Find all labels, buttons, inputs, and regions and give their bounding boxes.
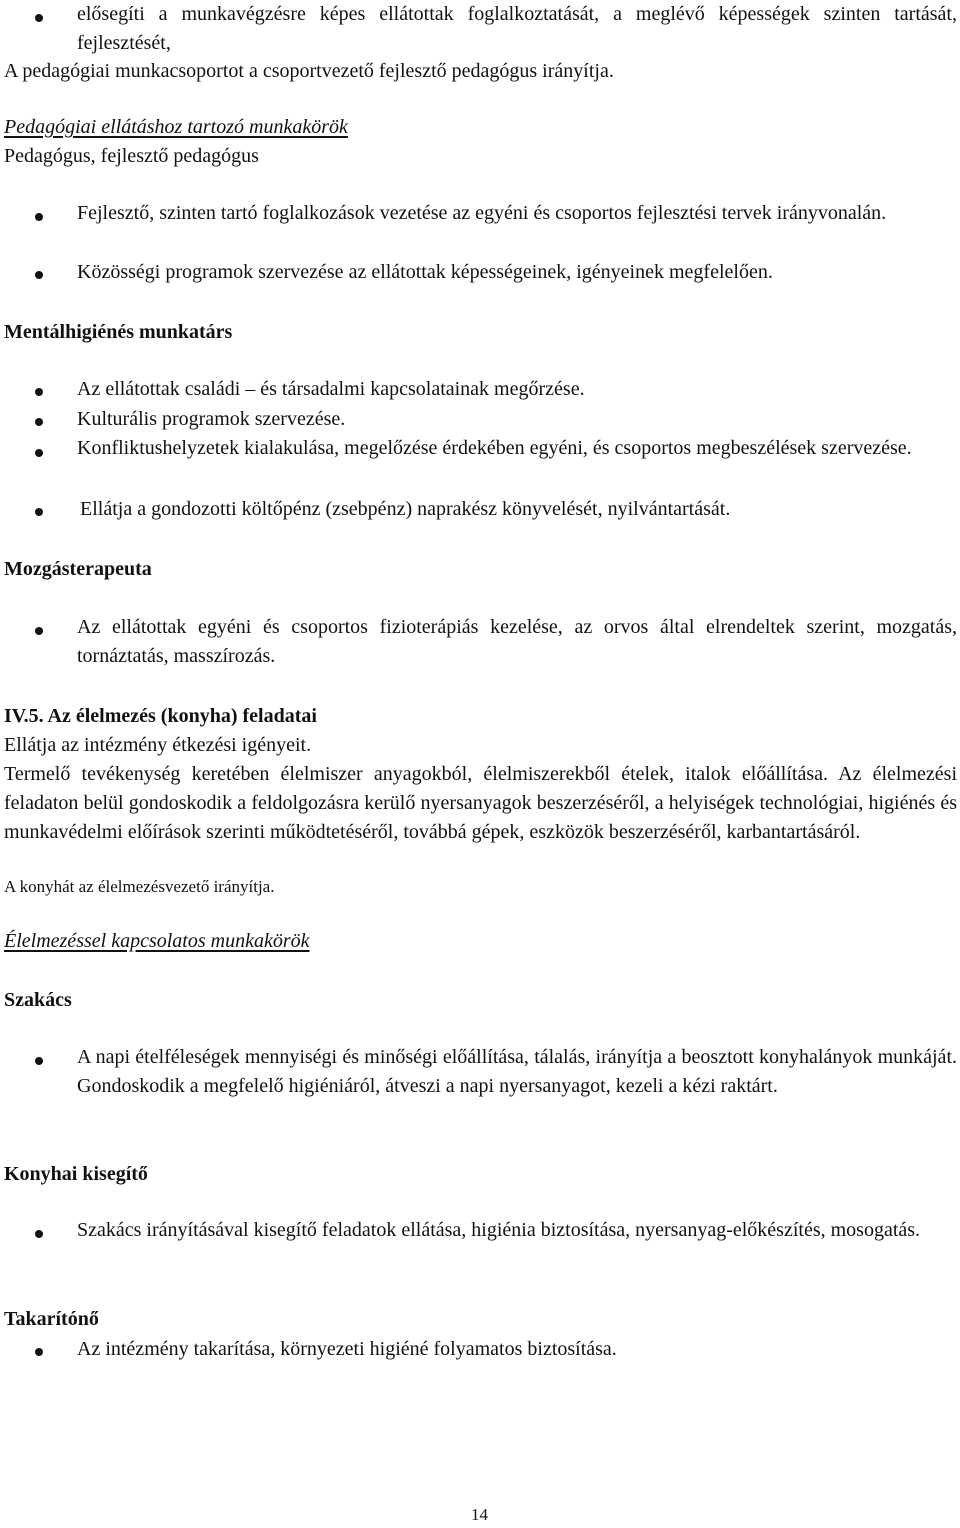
bullet-icon [35, 508, 43, 516]
iv5-small-line: A konyhát az élelmezésvezető irányítja. [4, 877, 275, 896]
section-heading-iv5: IV.5. Az élelmezés (konyha) feladatai [4, 705, 317, 727]
section-title-pedagogical: Pedagógiai ellátáshoz tartozó munkakörök [4, 116, 348, 138]
bullet-icon [35, 1348, 43, 1356]
section-title-elelmezes: Élelmezéssel kapcsolatos munkakörök [4, 930, 310, 952]
bullet-icon [35, 449, 43, 457]
bullet-icon [35, 1230, 43, 1238]
role-title-takarito: Takarítónő [4, 1308, 99, 1330]
list-item: Kulturális programok szervezése. [77, 408, 346, 430]
list-item: Szakács irányításával kisegítő feladatok ellátása, higiénia biztosítása, nyersanyag-előkészítés, mosogatás. [77, 1219, 921, 1241]
list-item: A napi ételféleségek mennyiségi és minőségi előállítása, tálalás, irányítja a beosztott konyhalányok munkáját. Gondoskodik a megfelelő higiéniáról, átveszi a napi nyersanyagot, kezeli a kézi raktárt. [77, 1046, 957, 1097]
list-item: Az ellátottak családi – és társadalmi kapcsolatainak megőrzése. [77, 378, 585, 400]
list-item: Fejlesztő, szinten tartó foglalkozások vezetése az egyéni és csoportos fejlesztési tervek irányvonalán. [77, 202, 887, 224]
bullet-icon [35, 388, 43, 396]
list-item: Ellátja a gondozotti költőpénz (zsebpénz) naprakész könyvelését, nyilvántartását. [80, 498, 731, 520]
bullet-icon [35, 627, 43, 635]
role-title-kisegito: Konyhai kisegítő [4, 1163, 148, 1185]
iv5-line: Ellátja az intézmény étkezési igényeit. [4, 734, 312, 756]
bullet-icon [35, 14, 43, 22]
bullet-icon [35, 418, 43, 426]
role-title-szakacs: Szakács [4, 989, 72, 1011]
list-item: Közösségi programok szervezése az ellátottak képességeinek, igényeinek megfelelően. [77, 261, 773, 283]
intro-bullet-text: elősegíti a munkavégzésre képes ellátottak foglalkoztatását, a meglévő képességek szinten tartását, fejlesztését, [77, 3, 957, 54]
role-title-pedagogus: Pedagógus, fejlesztő pedagógus [4, 145, 259, 167]
page-number: 14 [471, 1505, 488, 1524]
iv5-paragraph: Termelő tevékenység keretében élelmiszer anyagokból, élelmiszerekből ételek, italok előállítása. Az élelmezési feladaton belül gondoskodik a feldolgozásra kerülő nyersanyagok beszerzéséről, a helyiségek technológiai, higiénés és munkavédelmi előírások szerinti működtetéséről, továbbá gépek, eszközök beszerzéséről, karbantartásáról. [4, 763, 957, 843]
list-item: Konfliktushelyzetek kialakulása, megelőzése érdekében egyéni, és csoportos megbeszélések szervezése. [77, 437, 912, 459]
bullet-icon [35, 213, 43, 221]
list-item: Az ellátottak egyéni és csoportos fizioterápiás kezelése, az orvos által elrendeltek szerint, mozgatás, tornáztatás, masszírozás. [77, 616, 957, 667]
bullet-icon [35, 1057, 43, 1065]
intro-line: A pedagógiai munkacsoportot a csoportvezető fejlesztő pedagógus irányítja. [4, 60, 614, 82]
list-item: Az intézmény takarítása, környezeti higiéné folyamatos biztosítása. [77, 1338, 617, 1360]
bullet-icon [35, 271, 43, 279]
role-title-mozgasterapeuta: Mozgásterapeuta [4, 558, 152, 580]
role-title-mental: Mentálhigiénés munkatárs [4, 321, 233, 343]
